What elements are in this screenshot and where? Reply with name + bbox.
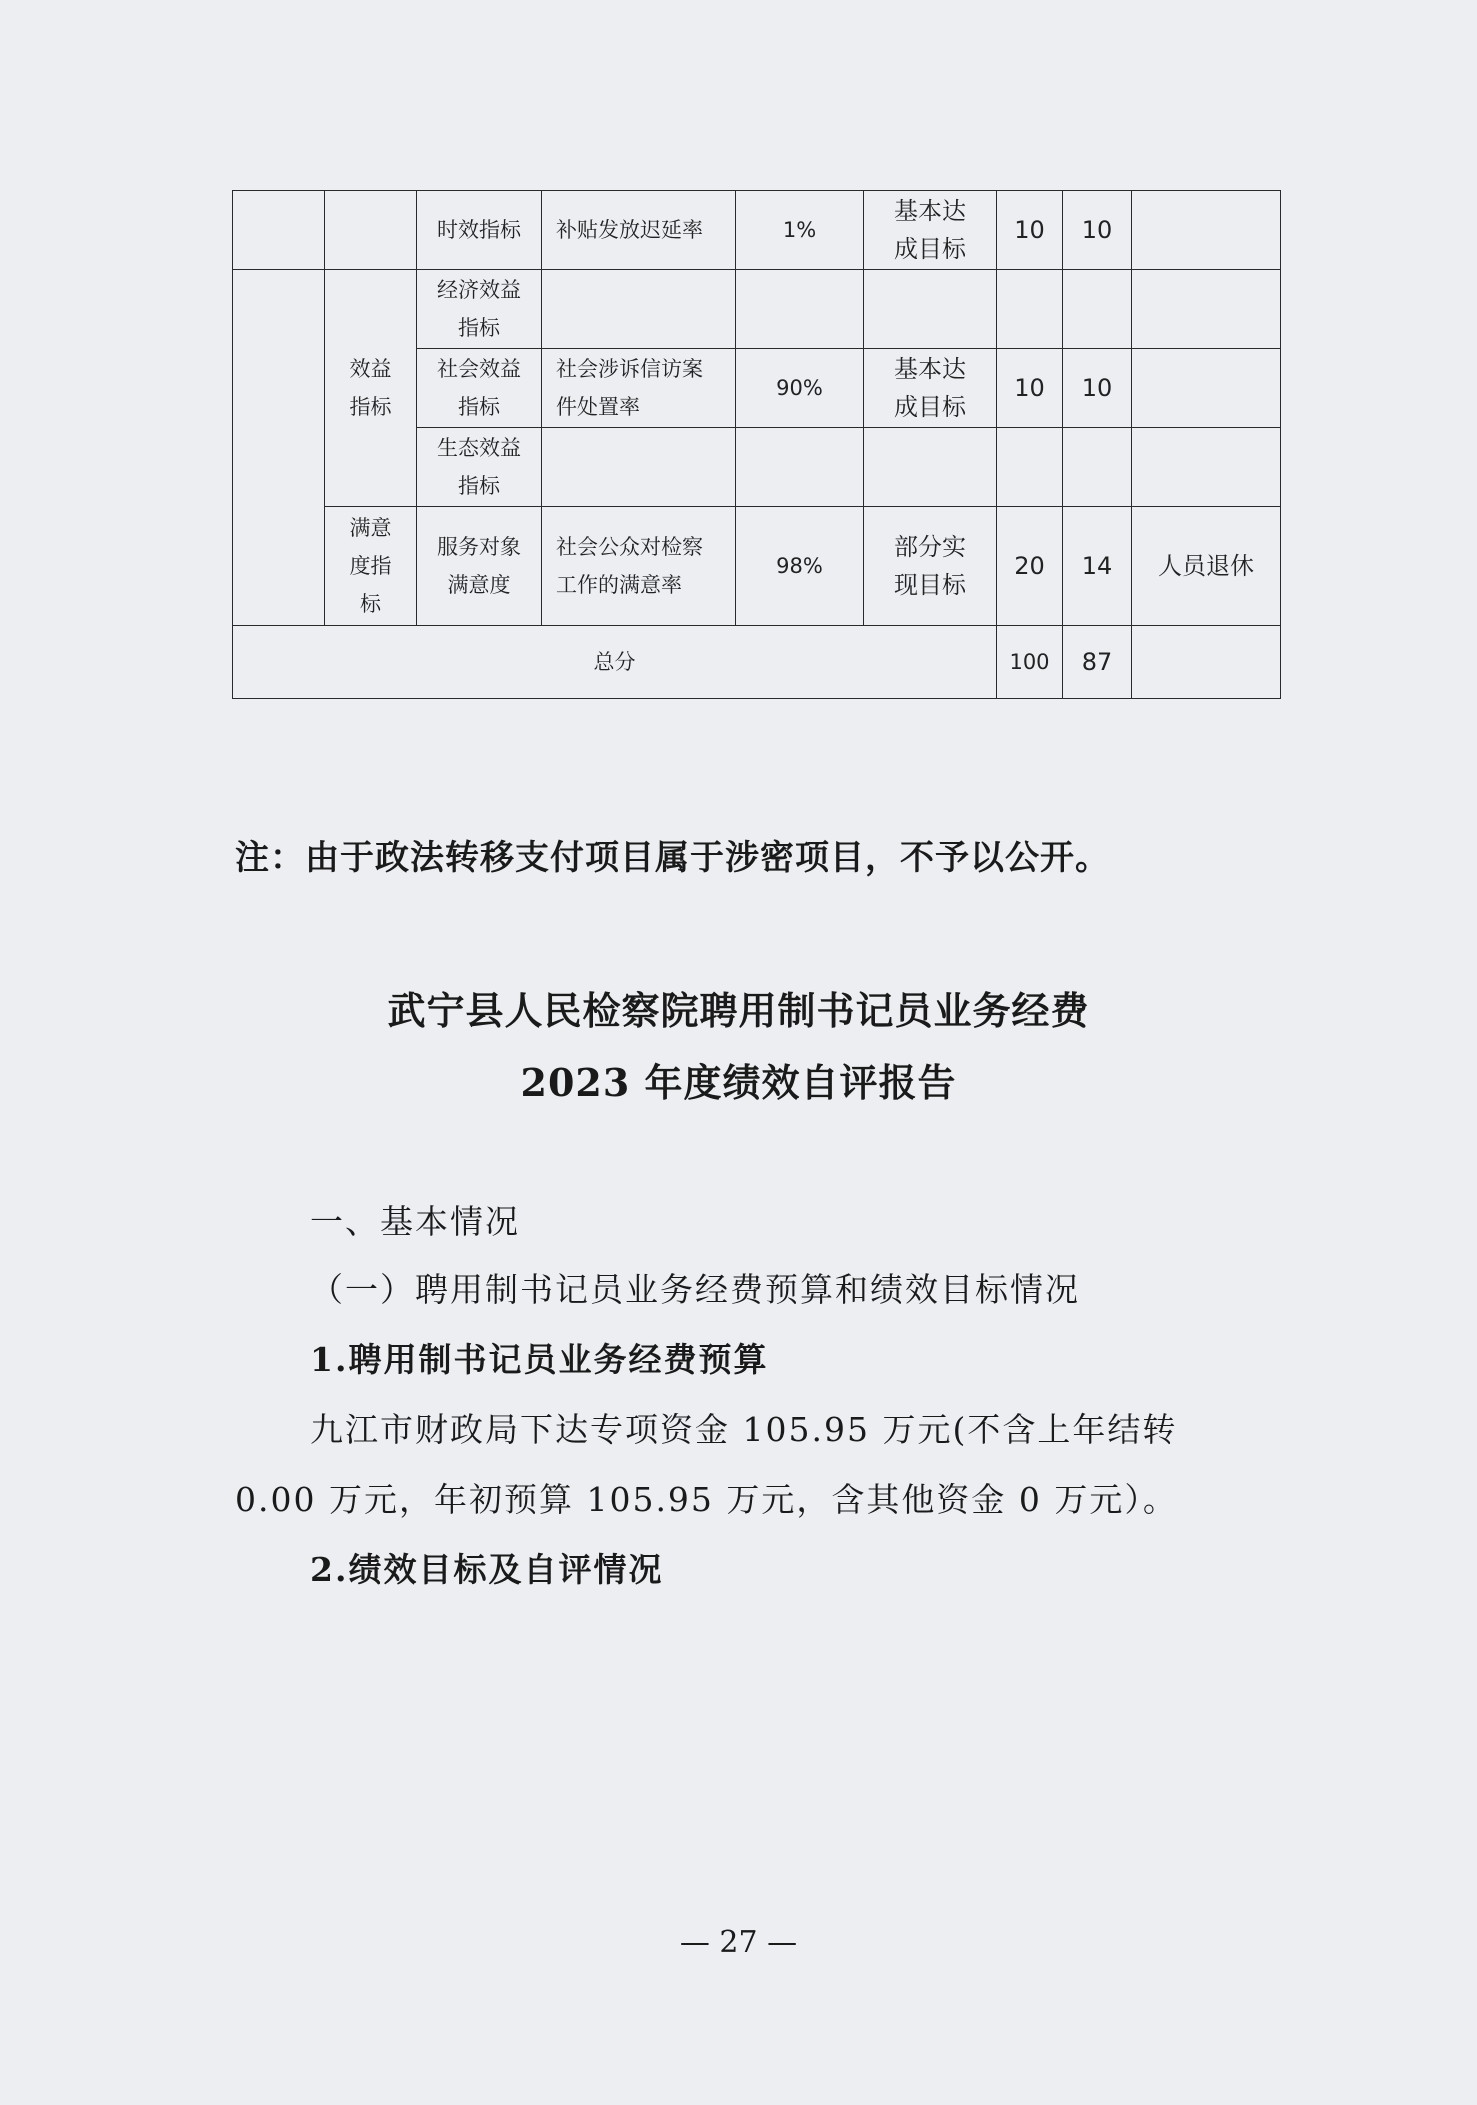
table-cell <box>1132 428 1281 507</box>
body-text-line1: 九江市财政局下达专项资金 105.95 万元(不含上年结转 <box>310 1410 1178 1449</box>
table-row <box>233 191 1281 270</box>
indicator-name: 补贴发放迟延率 <box>542 191 736 270</box>
table-cell <box>1063 270 1132 349</box>
item-heading: 2.绩效目标及自评情况 <box>310 1550 664 1589</box>
score: 10 <box>1063 191 1132 270</box>
note-text: 注：由于政法转移支付项目属于涉密项目，不予以公开。 <box>235 838 1110 878</box>
indicator-name: 社会涉诉信访案 件处置率 <box>542 349 736 428</box>
status: 基本达 成目标 <box>864 349 997 428</box>
table-cell <box>736 428 864 507</box>
total-weight: 100 <box>997 626 1063 699</box>
score: 10 <box>1063 349 1132 428</box>
table-cell <box>233 270 325 626</box>
target-value: 98% <box>736 507 864 626</box>
table-cell <box>864 428 997 507</box>
table-row <box>233 507 1281 626</box>
weight: 20 <box>997 507 1063 626</box>
section-heading: 一、基本情况 <box>310 1202 520 1241</box>
target-value: 90% <box>736 349 864 428</box>
remark <box>1132 349 1281 428</box>
table-row <box>233 270 1281 349</box>
report-title-line1: 武宁县人民检察院聘用制书记员业务经费 <box>387 988 1090 1033</box>
benefit-category: 效益 指标 <box>325 270 417 507</box>
sub-indicator: 时效指标 <box>417 191 542 270</box>
table-cell <box>542 428 736 507</box>
total-score: 87 <box>1063 626 1132 699</box>
subsection-heading: （一）聘用制书记员业务经费预算和绩效目标情况 <box>310 1270 1080 1309</box>
indicator-name: 社会公众对检察 工作的满意率 <box>542 507 736 626</box>
table-row <box>233 626 1281 699</box>
sub-indicator: 服务对象 满意度 <box>417 507 542 626</box>
table-cell <box>1063 428 1132 507</box>
performance-table <box>232 190 1281 699</box>
remark <box>1132 191 1281 270</box>
target-value: 1% <box>736 191 864 270</box>
sub-indicator: 经济效益 指标 <box>417 270 542 349</box>
satisfaction-category: 满意 度指 标 <box>325 507 417 626</box>
table-cell <box>233 191 325 270</box>
remark: 人员退休 <box>1132 507 1281 626</box>
body-text-line2: 0.00 万元，年初预算 105.95 万元，含其他资金 0 万元）。 <box>235 1480 1178 1519</box>
remark <box>1132 626 1281 699</box>
page-number: — 27 — <box>679 1925 798 1960</box>
table-cell <box>1132 270 1281 349</box>
table-cell <box>864 270 997 349</box>
weight: 10 <box>997 349 1063 428</box>
table-cell <box>997 428 1063 507</box>
status: 基本达 成目标 <box>864 191 997 270</box>
table-cell <box>325 191 417 270</box>
table-cell <box>997 270 1063 349</box>
table-cell <box>542 270 736 349</box>
total-label: 总分 <box>233 626 997 699</box>
weight: 10 <box>997 191 1063 270</box>
score: 14 <box>1063 507 1132 626</box>
sub-indicator: 生态效益 指标 <box>417 428 542 507</box>
status: 部分实 现目标 <box>864 507 997 626</box>
sub-indicator: 社会效益 指标 <box>417 349 542 428</box>
item-heading: 1.聘用制书记员业务经费预算 <box>310 1340 769 1379</box>
table-cell <box>736 270 864 349</box>
report-title-line2: 2023 年度绩效自评报告 <box>520 1060 957 1105</box>
